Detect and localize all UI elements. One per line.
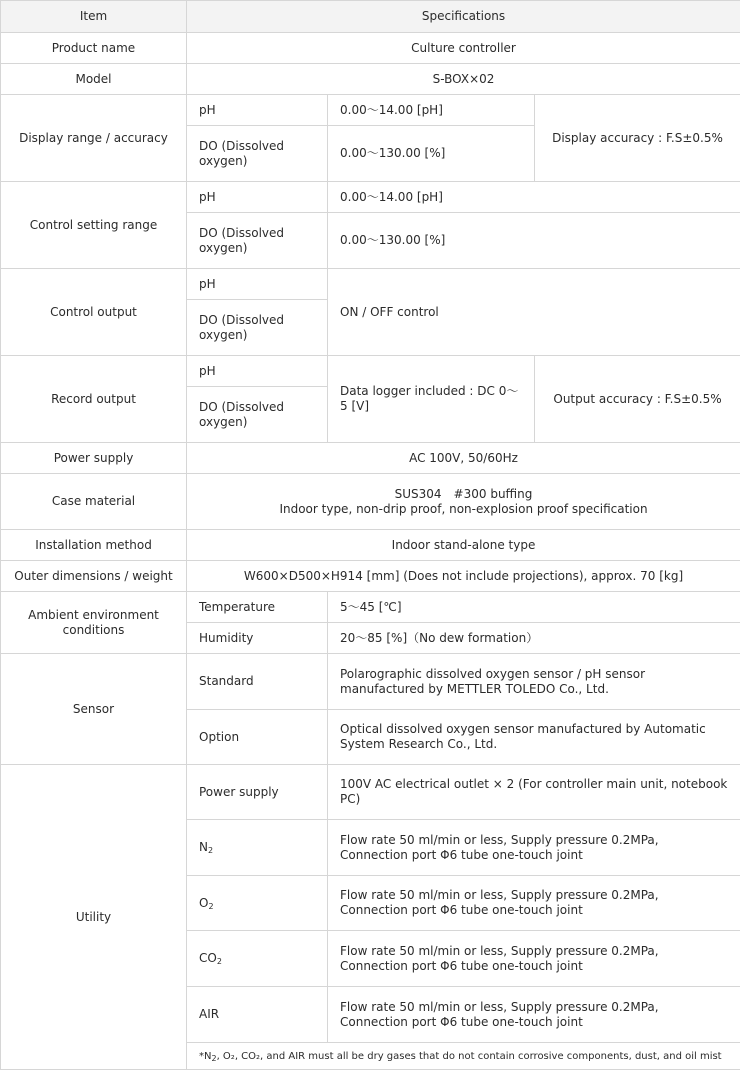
utility-n2-value: Flow rate 50 ml/min or less, Supply pressure 0.2MPa, Connection port Φ6 tube one-touch joint <box>328 820 740 876</box>
installation-value: Indoor stand-alone type <box>187 530 740 561</box>
control-setting-do-label: DO (Dissolved oxygen) <box>187 213 328 269</box>
case-material-label: Case material <box>1 474 187 530</box>
row-product-name <box>1 33 740 64</box>
ambient-temperature-value: 5～45 [℃] <box>328 592 740 623</box>
row-installation <box>1 530 740 561</box>
control-output-label: Control output <box>1 269 187 356</box>
row-model <box>1 64 740 95</box>
sensor-label: Sensor <box>1 654 187 765</box>
display-do-label: DO (Dissolved oxygen) <box>187 126 328 182</box>
row-control-setting-ph <box>1 182 740 213</box>
utility-power-label: Power supply <box>187 765 328 820</box>
record-output-ph-label: pH <box>187 356 328 387</box>
control-setting-ph-value: 0.00～14.00 [pH] <box>328 182 740 213</box>
row-display-ph <box>1 95 740 126</box>
utility-power-value: 100V AC electrical outlet × 2 (For controller main unit, notebook PC) <box>328 765 740 820</box>
header-item: Item <box>1 1 187 33</box>
ambient-temperature-label: Temperature <box>187 592 328 623</box>
row-record-output-ph <box>1 356 740 387</box>
sensor-option-value: Optical dissolved oxygen sensor manufactured by Automatic System Research Co., Ltd. <box>328 710 740 765</box>
row-case-material <box>1 474 740 530</box>
record-output-value: Data logger included : DC 0～5 [V] <box>328 356 535 443</box>
product-name-value: Culture controller <box>187 33 740 64</box>
ambient-humidity-value: 20～85 [%]（No dew formation） <box>328 623 740 654</box>
display-accuracy: Display accuracy : F.S±0.5% <box>535 95 740 182</box>
row-utility-power <box>1 765 740 820</box>
row-power-supply <box>1 443 740 474</box>
sensor-option-label: Option <box>187 710 328 765</box>
utility-co2-label: $CO_2$ <box>187 931 328 987</box>
control-setting-do-value: 0.00～130.00 [%] <box>328 213 740 269</box>
dimensions-value: W600×D500×H914 [mm] (Does not include projections), approx. 70 [kg] <box>187 561 740 592</box>
control-setting-ph-label: pH <box>187 182 328 213</box>
utility-co2-value: Flow rate 50 ml/min or less, Supply pressure 0.2MPa, Connection port Φ6 tube one-touch joint <box>328 931 740 987</box>
utility-n2-label: $N_2$ <box>187 820 328 876</box>
case-material-value <box>187 474 740 530</box>
control-output-ph-label: pH <box>187 269 328 300</box>
utility-o2-label: $O_2$ <box>187 876 328 931</box>
sensor-standard-label: Standard <box>187 654 328 710</box>
power-supply-label: Power supply <box>1 443 187 474</box>
product-name-label: Product name <box>1 33 187 64</box>
ambient-label: Ambient environment conditions <box>1 592 187 654</box>
sensor-standard-value: Polarographic dissolved oxygen sensor / pH sensor manufactured by METTLER TOLEDO Co., Ltd. <box>328 654 740 710</box>
display-do-value: 0.00～130.00 [%] <box>328 126 535 182</box>
row-control-output-ph <box>1 269 740 300</box>
model-value: S-BOX×02 <box>187 64 740 95</box>
record-output-do-label: DO (Dissolved oxygen) <box>187 387 328 443</box>
model-label: Model <box>1 64 187 95</box>
control-setting-label: Control setting range <box>1 182 187 269</box>
power-supply-value: AC 100V, 50/60Hz <box>187 443 740 474</box>
case-material-line1: SUS304 #300 buffing <box>394 486 533 501</box>
header-specifications: Specifications <box>187 1 740 33</box>
row-dimensions <box>1 561 740 592</box>
display-label: Display range / accuracy <box>1 95 187 182</box>
display-ph-label: pH <box>187 95 328 126</box>
utility-note: $*N_2$, O₂, CO₂, and AIR must all be dry gases that do not contain corrosive components, dust, and oil mist <box>187 1043 740 1070</box>
control-output-do-label: DO (Dissolved oxygen) <box>187 300 328 356</box>
case-material-line2: Indoor type, non-drip proof, non-explosion proof specification <box>279 501 648 516</box>
record-output-label: Record output <box>1 356 187 443</box>
utility-label: Utility <box>1 765 187 1070</box>
ambient-humidity-label: Humidity <box>187 623 328 654</box>
row-sensor-standard <box>1 654 740 710</box>
control-output-value: ON / OFF control <box>328 269 740 356</box>
utility-o2-value: Flow rate 50 ml/min or less, Supply pressure 0.2MPa, Connection port Φ6 tube one-touch joint <box>328 876 740 931</box>
installation-label: Installation method <box>1 530 187 561</box>
utility-air-label: AIR <box>187 987 328 1043</box>
record-output-accuracy: Output accuracy : F.S±0.5% <box>535 356 740 443</box>
dimensions-label: Outer dimensions / weight <box>1 561 187 592</box>
utility-air-value: Flow rate 50 ml/min or less, Supply pressure 0.2MPa, Connection port Φ6 tube one-touch joint <box>328 987 740 1043</box>
display-ph-value: 0.00～14.00 [pH] <box>328 95 535 126</box>
row-ambient-temperature <box>1 592 740 623</box>
table-header-row <box>1 1 740 33</box>
